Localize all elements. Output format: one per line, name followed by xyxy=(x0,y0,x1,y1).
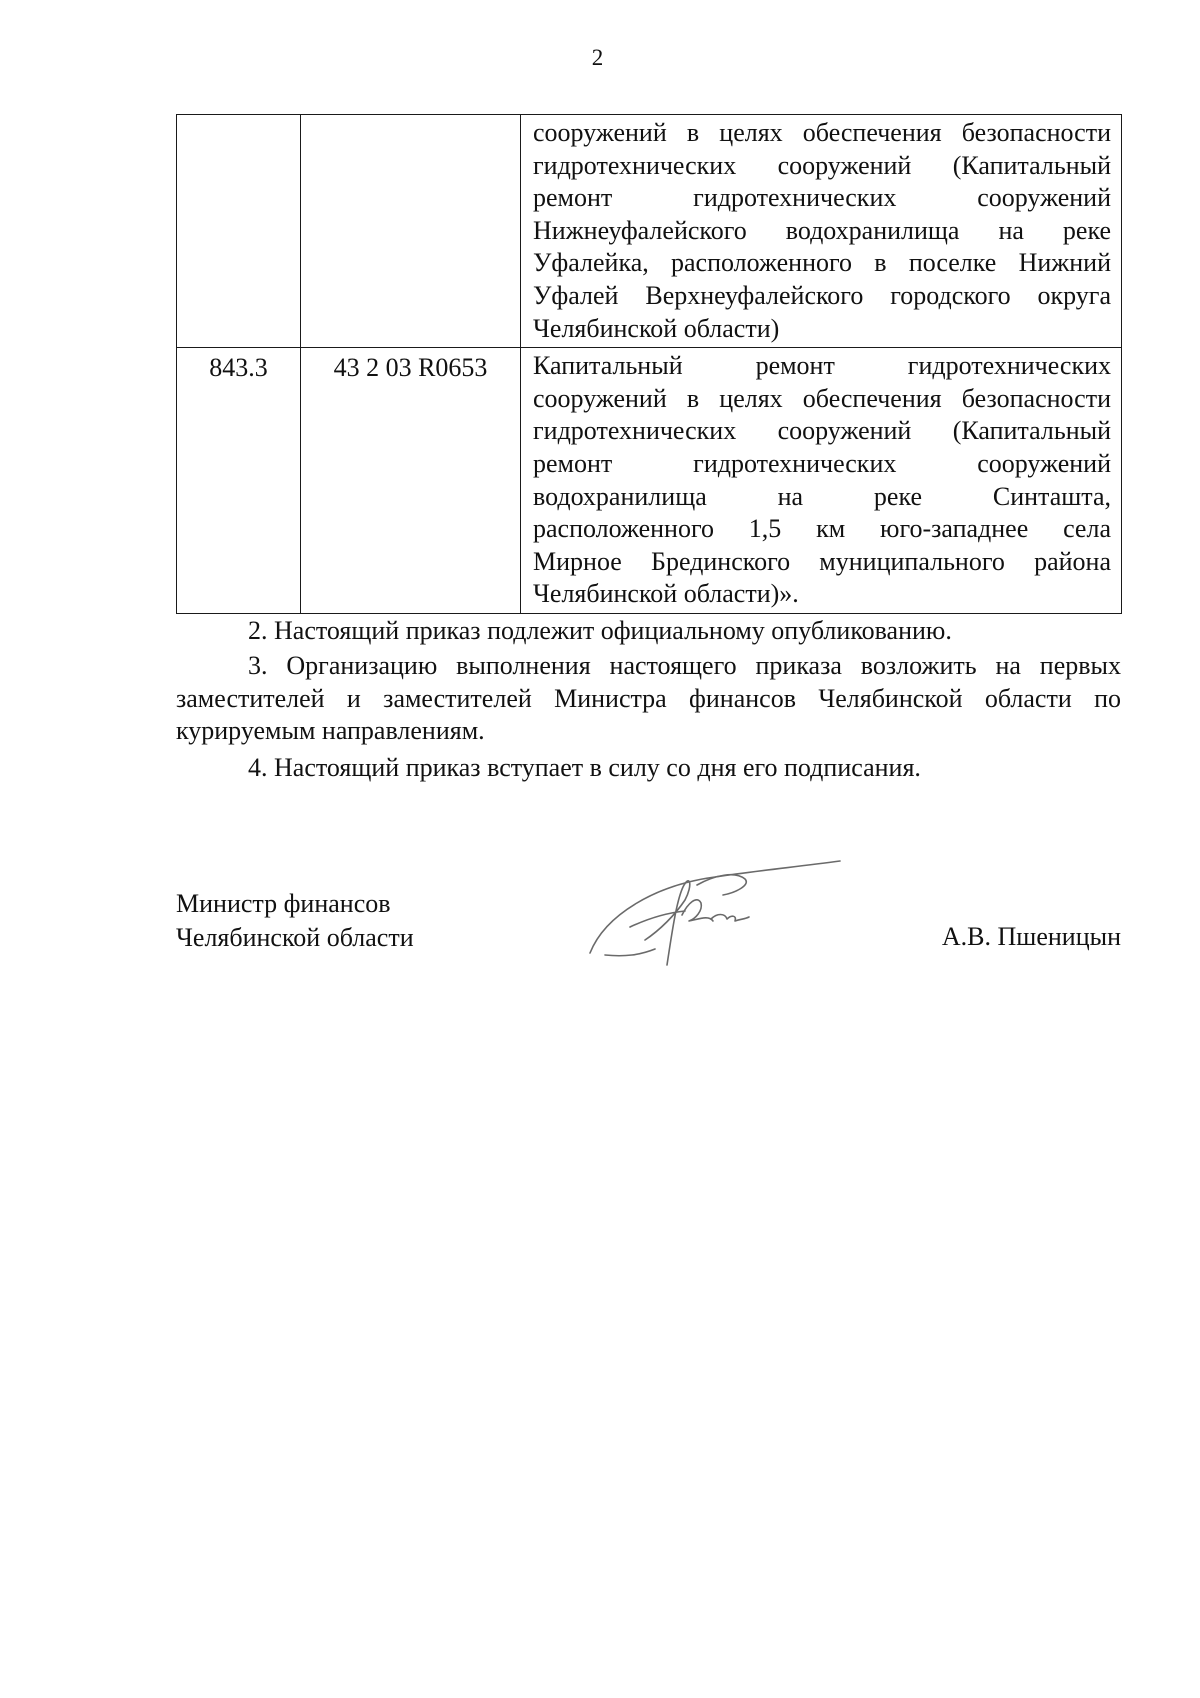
table-cell-description xyxy=(521,115,1122,348)
description-line: ремонт гидротехнических сооружений xyxy=(533,183,1111,213)
description-line: водохранилища на реке Синташта, xyxy=(533,481,1111,511)
order-clause-3: 3. Организацию выполнения настоящего приказа возложить на первых заместителей и заместителей Министра финансов Челябинской области по курируемым направлениям. xyxy=(176,651,1121,746)
table-cell-target: 43 2 03 R0653 xyxy=(301,348,521,614)
table-row xyxy=(177,348,1122,614)
signatory-position-line: Министр финансов xyxy=(176,889,391,918)
description-line: гидротехнических сооружений (Капитальный xyxy=(533,150,1111,180)
description-line: расположенного 1,5 км юго-западнее села xyxy=(533,514,1111,544)
description-line: сооружений в целях обеспечения безопасности xyxy=(533,118,1111,147)
signatory-position-line: Челябинской области xyxy=(176,923,414,952)
description-line: ремонт гидротехнических сооружений xyxy=(533,448,1111,478)
description-line: сооружений в целях обеспечения безопасности xyxy=(533,383,1111,413)
signatory-name: А.В. Пшеницын xyxy=(941,922,1121,951)
description-line: Уфалейка, расположенного в поселке Нижний xyxy=(533,248,1111,278)
table-row xyxy=(177,115,1122,348)
table-cell-code xyxy=(177,115,301,348)
signatory-position xyxy=(176,887,414,955)
handwritten-signature xyxy=(585,845,855,975)
description-line: Челябинской области)». xyxy=(533,579,799,609)
table-cell-description xyxy=(521,348,1122,614)
table-cell-target xyxy=(301,115,521,348)
description-line: гидротехнических сооружений (Капитальный xyxy=(533,416,1111,446)
order-clause-2: 2. Настоящий приказ подлежит официальному опубликованию. xyxy=(248,616,952,645)
description-line: Нижнеуфалейского водохранилища на реке xyxy=(533,215,1111,245)
description-line: Капитальный ремонт гидротехнических xyxy=(533,351,1111,381)
page-number: 2 xyxy=(591,45,604,70)
order-clause-4: 4. Настоящий приказ вступает в силу со дня его подписания. xyxy=(248,753,921,782)
description-line: Челябинской области) xyxy=(533,313,780,343)
budget-classification-table xyxy=(176,114,1122,614)
table-cell-code: 843.3 xyxy=(177,348,301,614)
description-line: Мирное Брединского муниципального района xyxy=(533,546,1111,576)
description-line: Уфалей Верхнеуфалейского городского округа xyxy=(533,280,1111,310)
